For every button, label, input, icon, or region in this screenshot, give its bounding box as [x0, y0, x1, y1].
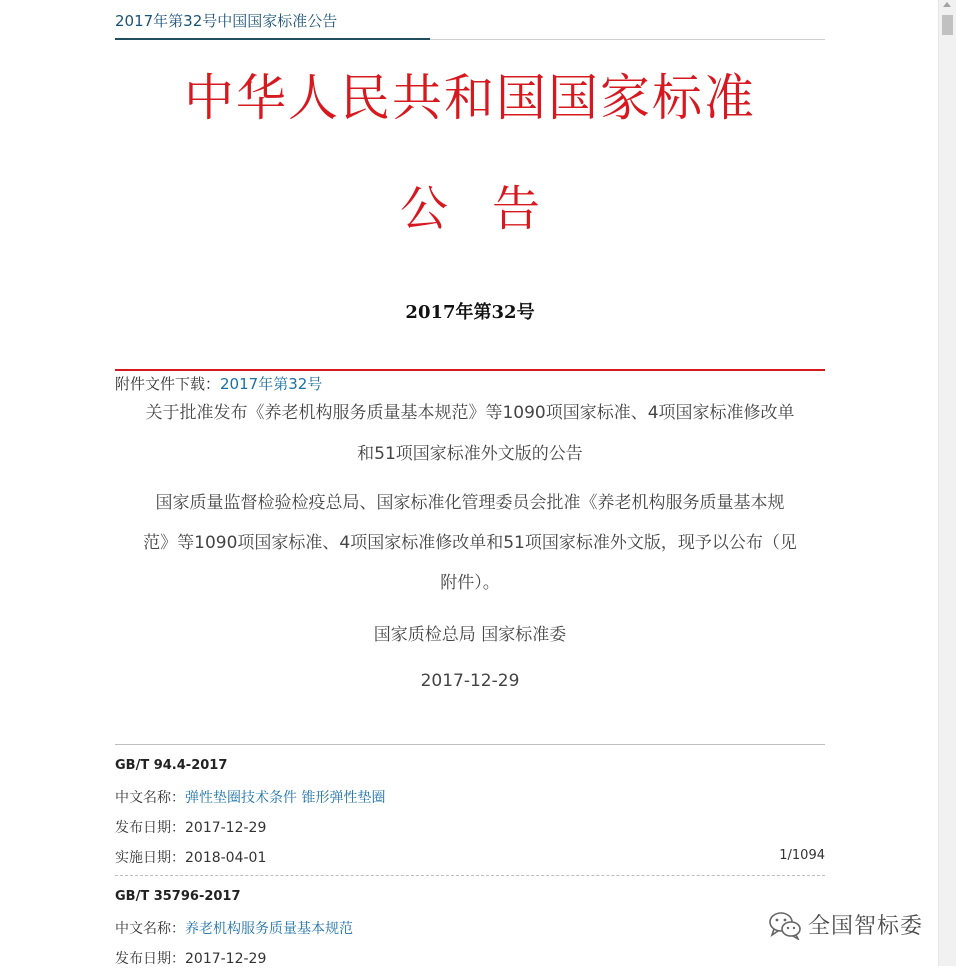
- record-impl-row: [115, 847, 266, 867]
- signature: 国家质检总局 国家标准委: [373, 625, 567, 645]
- record-pub-date: 2017-12-29: [185, 951, 267, 967]
- record-pub-row: [115, 817, 266, 837]
- issue-number: 2017年第32号: [405, 302, 535, 323]
- record-code: GB/T 35796-2017: [115, 889, 241, 904]
- record-name-row: [115, 918, 353, 938]
- heading-line-1: 关于批准发布《养老机构服务质量基本规范》等1090项国家标准、4项国家标准修改单: [145, 403, 795, 423]
- record-separator: [115, 875, 825, 876]
- page-counter: 1/1094: [779, 848, 825, 863]
- paragraph-line-3: 附件）。: [440, 573, 500, 593]
- paragraph-line-1: 国家质量监督检验检疫总局、国家标准化管理委员会批准《养老机构服务质量基本规: [155, 493, 785, 513]
- standard-title: 中华人民共和国国家标准: [184, 69, 756, 127]
- watermark: [768, 909, 923, 940]
- announcement-heading: [115, 393, 825, 475]
- record-name-label: 中文名称：: [115, 790, 185, 806]
- record-pub-date: 2017-12-29: [185, 820, 267, 836]
- record-name-label: 中文名称：: [115, 921, 185, 937]
- announcement-paragraph: [115, 483, 825, 603]
- attachment-link[interactable]: 2017年第32号: [220, 375, 323, 393]
- records-divider: [115, 744, 825, 745]
- wechat-icon: [768, 910, 802, 940]
- record-name-link[interactable]: 养老机构服务质量基本规范: [185, 921, 353, 937]
- scroll-thumb[interactable]: [942, 15, 953, 35]
- heading-line-2: 和51项国家标准外文版的公告: [357, 444, 583, 464]
- record-name-link[interactable]: 弹性垫圈技术条件 锥形弹性垫圈: [185, 790, 386, 806]
- notice-title: 公告: [399, 181, 584, 237]
- announcement-date: 2017-12-29: [420, 671, 520, 691]
- record-pub-row: [115, 948, 266, 968]
- breadcrumb-underline: [115, 38, 430, 40]
- attachment-label: 附件文件下载：: [115, 375, 221, 393]
- breadcrumb[interactable]: 2017年第32号中国国家标准公告: [115, 12, 338, 30]
- record-impl-date: 2018-04-01: [185, 850, 267, 866]
- record-pub-label: 发布日期：: [115, 951, 185, 967]
- scrollbar[interactable]: [938, 0, 956, 966]
- record-pub-label: 发布日期：: [115, 820, 185, 836]
- red-divider: [115, 369, 825, 371]
- watermark-text: 全国智标委: [808, 914, 924, 939]
- record-name-row: [115, 787, 385, 807]
- scroll-up-arrow-icon[interactable]: [943, 2, 951, 7]
- record-impl-label: 实施日期：: [115, 850, 185, 866]
- attachment-line: [115, 373, 322, 394]
- record-code: GB/T 94.4-2017: [115, 758, 228, 773]
- paragraph-line-2: 范》等1090项国家标准、4项国家标准修改单和51项国家标准外文版，现予以公布（见: [143, 533, 797, 553]
- header-divider: [430, 39, 825, 40]
